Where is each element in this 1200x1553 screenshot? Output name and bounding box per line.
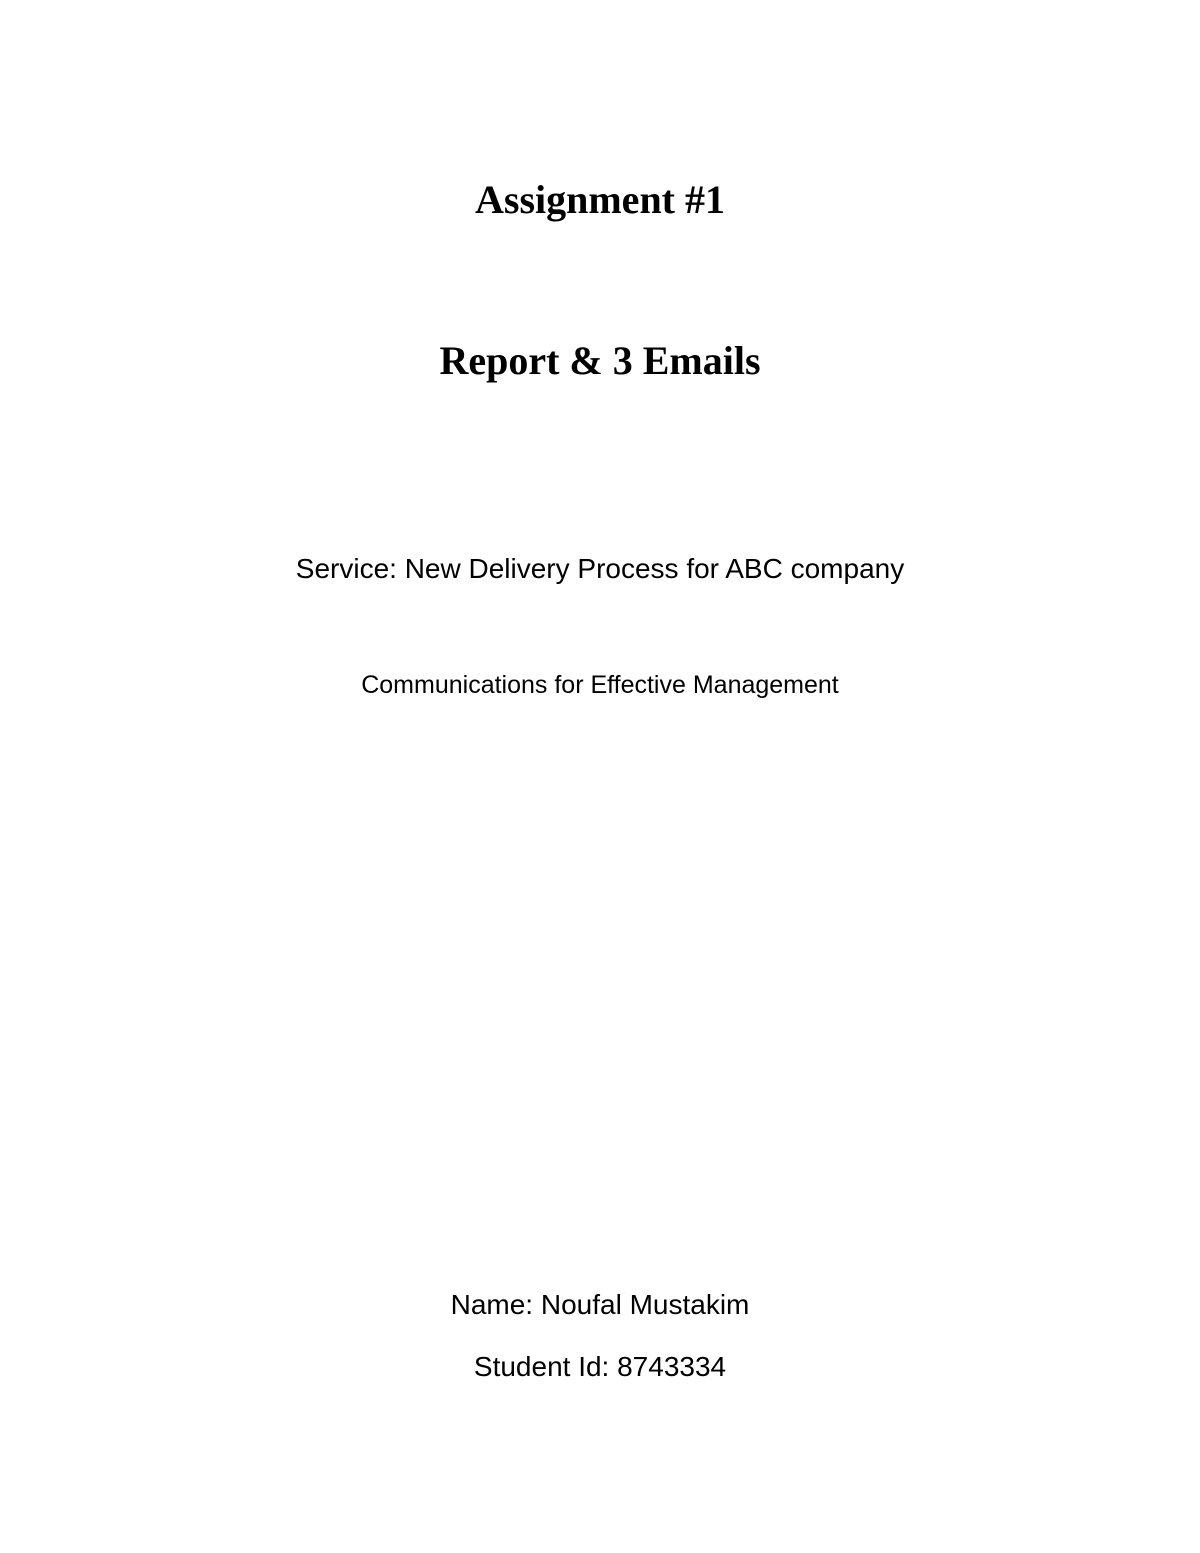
report-subtitle: Report & 3 Emails [439,338,761,383]
student-id: Student Id: 8743334 [473,1351,727,1382]
student-name: Name: Noufal Mustakim [450,1289,750,1320]
course-name: Communications for Effective Management [361,671,839,699]
assignment-title: Assignment #1 [474,177,726,222]
service-description: Service: New Delivery Process for ABC company [295,553,905,584]
